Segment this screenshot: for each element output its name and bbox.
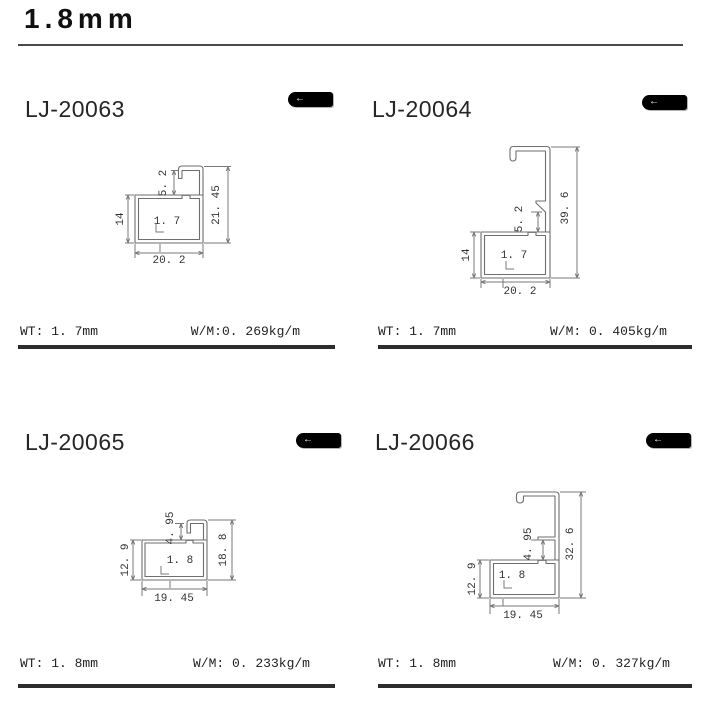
dim-line-width: [490, 604, 559, 607]
divider-bar: [18, 345, 335, 349]
dim-label-left: 12. 9: [467, 562, 479, 596]
product-code: LJ-20063: [25, 96, 125, 122]
divider-bar: [18, 684, 335, 688]
product-card: [15, 425, 335, 691]
profile-drawing: [100, 140, 340, 300]
back-arrow-icon: ←: [295, 93, 305, 104]
dim-label-height: 39. 6: [560, 191, 572, 225]
dim-label-width: 19. 45: [154, 593, 194, 605]
wall-thickness-label: WT: 1. 7mm: [20, 324, 99, 339]
dim-line-width: [142, 587, 207, 590]
back-button[interactable]: [642, 95, 687, 110]
weight-per-meter-label: W/M: 0. 405kg/m: [549, 324, 667, 339]
dim-line-hook: [541, 540, 544, 560]
divider-bar: [378, 345, 692, 349]
dim-line-height: [579, 492, 582, 598]
dim-label-hook: 5. 2: [514, 205, 526, 233]
profile-hook-outline: [179, 166, 204, 195]
spec-footer: [378, 656, 670, 671]
dim-label-hook: 5. 2: [158, 169, 170, 197]
product-card: [370, 425, 690, 691]
dim-label-width: 19. 45: [503, 610, 543, 622]
wall-thickness-leader: [503, 580, 512, 606]
spec-footer: [20, 656, 310, 671]
wall-thickness-label: WT: 1. 8mm: [20, 656, 99, 671]
back-button[interactable]: [296, 433, 341, 448]
wall-thickness-label: WT: 1. 8mm: [378, 656, 457, 671]
dim-label-wall: 1. 7: [500, 250, 528, 262]
wall-thickness-label: WT: 1. 7mm: [378, 324, 457, 339]
product-code: LJ-20064: [372, 96, 472, 122]
dim-label-width: 20. 2: [503, 286, 537, 298]
back-arrow-icon: ←: [303, 434, 313, 445]
weight-per-meter-label: W/M: 0. 327kg/m: [552, 656, 670, 671]
dim-label-wall: 1. 7: [153, 216, 181, 228]
wall-thickness-leader: [156, 224, 164, 252]
dim-line-hook: [536, 212, 539, 232]
dim-label-hook: 4. 95: [523, 527, 535, 561]
back-button[interactable]: [288, 92, 333, 107]
dim-label-height: 18. 8: [218, 533, 230, 567]
profile-hook-outline: [187, 520, 207, 540]
product-card: [370, 88, 690, 354]
profile-drawing: [370, 120, 670, 305]
product-code: LJ-20065: [25, 429, 125, 455]
back-button[interactable]: [646, 433, 691, 448]
back-arrow-icon: ←: [649, 96, 659, 107]
dim-label-wall: 1. 8: [498, 570, 526, 582]
profile-drawing: [100, 470, 350, 630]
dim-label-wall: 1. 8: [166, 555, 194, 567]
dim-label-left: 14: [115, 212, 127, 226]
weight-per-meter-label: W/M:0. 269kg/m: [190, 324, 300, 339]
product-card: [15, 88, 335, 354]
title-divider: [18, 44, 683, 46]
product-code: LJ-20066: [375, 429, 475, 455]
dim-label-left: 12. 9: [120, 543, 132, 577]
dim-line-height: [575, 147, 578, 278]
spec-footer: [378, 324, 667, 339]
dim-line-width: [481, 280, 550, 283]
dim-label-left: 14: [461, 248, 473, 262]
page-title: 1.8mm: [24, 3, 138, 34]
dim-line-hook: [179, 524, 182, 541]
divider-bar: [378, 684, 692, 688]
dim-label-width: 20. 2: [152, 255, 186, 267]
spec-footer: [20, 324, 300, 339]
dim-label-height: 32. 6: [565, 527, 577, 561]
profile-drawing: [430, 460, 690, 640]
dim-label-height: 21. 45: [211, 185, 223, 225]
dim-line-hook: [172, 171, 175, 196]
dim-line-height: [230, 520, 233, 580]
back-arrow-icon: ←: [653, 434, 663, 445]
weight-per-meter-label: W/M: 0. 233kg/m: [192, 656, 310, 671]
dim-line-height: [226, 167, 229, 244]
dim-label-hook: 4. 95: [165, 511, 177, 545]
